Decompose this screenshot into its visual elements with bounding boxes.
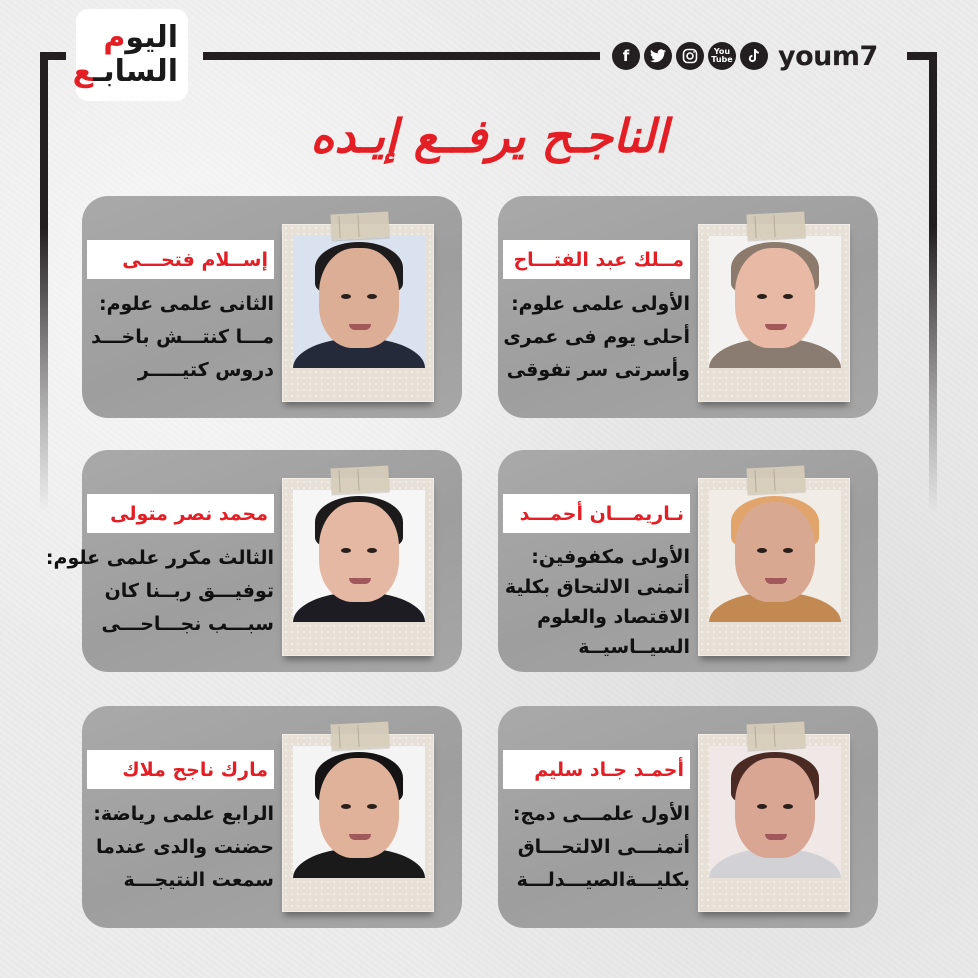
student-quote: [490, 542, 690, 662]
quote-line: أحلى يوم فى عمرى: [503, 326, 690, 348]
name-label: [503, 750, 690, 789]
quote-line: الاقتصاد والعلوم: [537, 606, 690, 628]
youm7-logo: [72, 9, 188, 101]
social-links: [612, 40, 878, 72]
quote-line: أتمنى الالتحاق بكلية: [504, 576, 690, 598]
quote-line: سمعت النتيجـــة: [123, 869, 274, 891]
student-name: مارك ناجح ملاك: [122, 758, 268, 781]
tape-strip: [330, 466, 389, 495]
quote-line: السيــاسيــة: [578, 636, 690, 658]
frame-line-top-left: [40, 52, 66, 60]
twitter-icon[interactable]: [644, 42, 672, 70]
name-label: [87, 494, 274, 533]
twitter-bird-icon: [650, 49, 666, 63]
name-label: [503, 240, 690, 279]
student-quote: [45, 542, 274, 641]
logo-text-red: م: [103, 20, 126, 55]
quote-line: بكليـــةالصيـــدلـــة: [516, 869, 690, 891]
polaroid-frame: [282, 734, 434, 912]
student-name: محمد نصر متولى: [110, 502, 268, 525]
tape-strip: [746, 466, 805, 495]
quote-line: دروس كتيـــــر: [137, 359, 274, 381]
polaroid-frame: [698, 224, 850, 402]
quote-line: الأولى علمى علوم:: [511, 293, 690, 315]
facebook-icon[interactable]: f: [612, 42, 640, 70]
tape-strip: [330, 722, 389, 751]
tape-strip: [746, 722, 805, 751]
quote-line: الرابع علمى رياضة:: [93, 803, 274, 825]
student-card: [498, 706, 878, 928]
youtube-label-top: You: [713, 47, 731, 56]
student-card: [498, 450, 878, 672]
student-card: [82, 196, 462, 418]
logo-line-2: [72, 54, 178, 89]
quote-line: الثالث مكرر علمى علوم:: [45, 547, 274, 569]
youtube-label-bottom: Tube: [711, 55, 733, 64]
name-label: [87, 240, 274, 279]
tape-strip: [330, 212, 389, 241]
student-photo: [293, 746, 425, 878]
student-quote: [74, 798, 274, 897]
quote-line: وأسرتى سر تفوقى: [506, 359, 690, 381]
student-photo: [293, 236, 425, 368]
instagram-icon[interactable]: [676, 42, 704, 70]
student-card: [498, 196, 878, 418]
student-photo: [293, 490, 425, 622]
logo-text-red: ع: [72, 54, 94, 89]
quote-line: حضنت والدى عندما: [96, 836, 274, 858]
instagram-glyph-icon: [682, 48, 698, 64]
quote-line: الأولى مكفوفين:: [531, 546, 690, 568]
polaroid-frame: [282, 478, 434, 656]
tape-strip: [746, 212, 805, 241]
logo-text-black: اليو: [125, 20, 178, 55]
student-quote: [490, 798, 690, 897]
student-card: [45, 450, 462, 672]
polaroid-frame: [282, 224, 434, 402]
quote-line: سبـــب نجـــاحـــى: [101, 613, 274, 635]
student-name: أحمـد جـاد سليم: [534, 758, 684, 781]
student-quote: [74, 288, 274, 387]
student-name: نـاريمـــان أحمـــد: [519, 502, 684, 525]
name-label: [503, 494, 690, 533]
polaroid-frame: [698, 478, 850, 656]
tiktok-icon[interactable]: [740, 42, 768, 70]
name-label: [87, 750, 274, 789]
student-photo: [709, 236, 841, 368]
youtube-icon[interactable]: [708, 42, 736, 70]
quote-line: توفيـــق ربــنا كان: [104, 580, 274, 602]
quote-line: الأول علمـــى دمج:: [512, 803, 690, 825]
quote-line: مـــا كنتـــش باخـــد: [91, 326, 274, 348]
student-name: مــلك عبد الفتـــاح: [513, 248, 684, 271]
tiktok-note-icon: [747, 48, 761, 64]
student-photo: [709, 746, 841, 878]
student-quote: [490, 288, 690, 387]
student-name: إســلام فتحـــى: [122, 248, 268, 271]
quote-line: الثانى علمى علوم:: [99, 293, 274, 315]
student-photo: [709, 490, 841, 622]
frame-line-top: [203, 52, 600, 60]
student-card: [82, 706, 462, 928]
quote-line: أتمنـــى الالتحـــاق: [517, 836, 690, 858]
brand-handle: youm7: [778, 40, 878, 72]
page-title: الناجـح يرفــع إيـده: [310, 109, 668, 163]
logo-line-1: [76, 21, 178, 55]
logo-text-black: السابـ: [93, 54, 178, 89]
polaroid-frame: [698, 734, 850, 912]
